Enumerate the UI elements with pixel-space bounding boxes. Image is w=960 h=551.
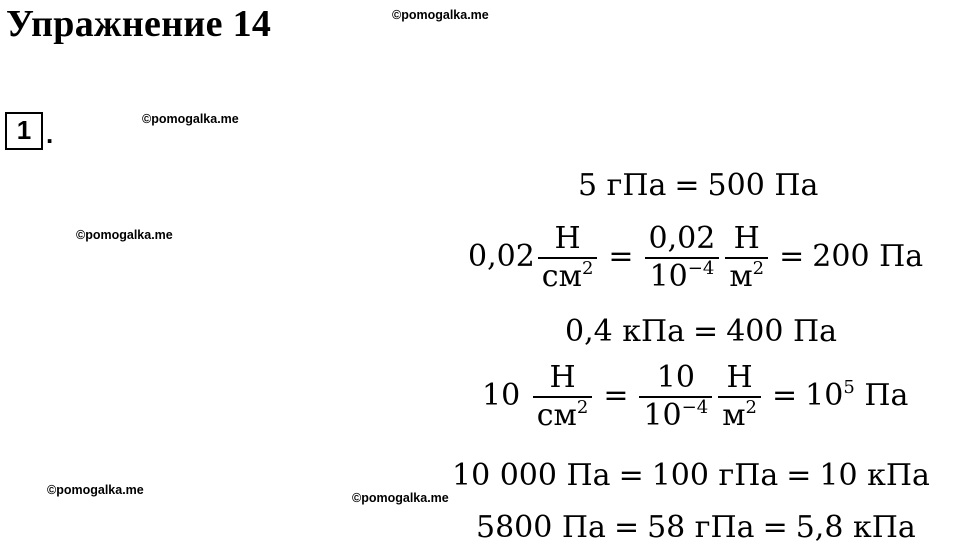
eq6-a: 5800 Па — [476, 510, 606, 545]
equation-5 — [452, 456, 930, 496]
watermark: ©pomogalka.me — [392, 8, 489, 22]
eq5-c: 10 кПа — [819, 458, 930, 493]
eq2-result: 200 Па — [812, 239, 924, 274]
equals-sign: = — [772, 378, 798, 413]
equals-sign: = — [674, 168, 700, 203]
exponent: 2 — [576, 397, 589, 418]
fraction-numerator: Н — [554, 221, 581, 256]
fraction-numerator: 0,02 — [648, 221, 716, 256]
equals-sign: = — [693, 314, 719, 349]
fraction-numerator: 10 — [656, 360, 695, 395]
eq4-result-base: 10 — [805, 378, 844, 413]
eq2-coef: 0,02 — [468, 239, 535, 274]
fraction — [538, 221, 598, 295]
eq5-a: 10 000 Па — [452, 458, 611, 493]
page-title: Упражнение 14 — [6, 3, 272, 45]
exponent: −4 — [681, 397, 709, 418]
eq6-b: 58 гПа — [647, 510, 755, 545]
denominator-base: 10 — [643, 398, 682, 433]
eq3-right: 400 Па — [726, 314, 838, 349]
exponent: 2 — [581, 258, 594, 279]
fraction-denominator — [645, 257, 720, 295]
eq4-result-unit: Па — [864, 378, 909, 413]
equals-sign: = — [613, 510, 640, 545]
exponent: 2 — [745, 397, 757, 418]
watermark: ©pomogalka.me — [47, 483, 144, 497]
watermark: ©pomogalka.me — [76, 228, 173, 242]
denominator-base: м — [729, 259, 753, 294]
fraction-denominator — [639, 396, 712, 434]
fraction — [718, 360, 761, 434]
denominator-base: м — [722, 398, 746, 433]
task-number-dot: . — [46, 119, 54, 149]
equals-sign: = — [779, 239, 805, 274]
denominator-base: см — [536, 398, 577, 433]
equation-4 — [482, 360, 908, 434]
fraction — [639, 360, 712, 434]
equation-1 — [578, 166, 818, 206]
fraction — [645, 221, 720, 295]
fraction-denominator — [725, 257, 768, 295]
equals-sign: = — [786, 458, 812, 493]
eq6-c: 5,8 кПа — [795, 510, 916, 545]
fraction-denominator — [533, 396, 593, 434]
equation-6 — [476, 508, 916, 548]
fraction-numerator: Н — [726, 360, 753, 395]
eq1-left: 5 гПа — [578, 168, 667, 203]
eq5-b: 100 гПа — [651, 458, 779, 493]
denominator-base: см — [541, 259, 582, 294]
equals-sign: = — [618, 458, 644, 493]
fraction-numerator: Н — [549, 360, 576, 395]
task-number: 1 — [5, 112, 43, 150]
equals-sign: = — [608, 239, 634, 274]
eq4-coef: 10 — [482, 378, 521, 413]
eq3-left: 0,4 кПа — [565, 314, 686, 349]
equation-3 — [565, 312, 837, 352]
fraction — [725, 221, 768, 295]
denominator-base: 10 — [649, 259, 688, 294]
fraction-numerator: Н — [733, 221, 760, 256]
equals-sign: = — [603, 378, 629, 413]
fraction-denominator — [718, 396, 761, 434]
fraction-denominator — [538, 257, 598, 295]
exponent: −4 — [687, 258, 715, 279]
exponent: 2 — [752, 258, 765, 279]
watermark: ©pomogalka.me — [352, 491, 449, 505]
equals-sign: = — [762, 510, 788, 545]
fraction — [533, 360, 593, 434]
equation-2 — [468, 221, 923, 295]
watermark: ©pomogalka.me — [142, 112, 239, 126]
exponent: 5 — [843, 377, 855, 398]
eq1-right: 500 Па — [707, 168, 819, 203]
